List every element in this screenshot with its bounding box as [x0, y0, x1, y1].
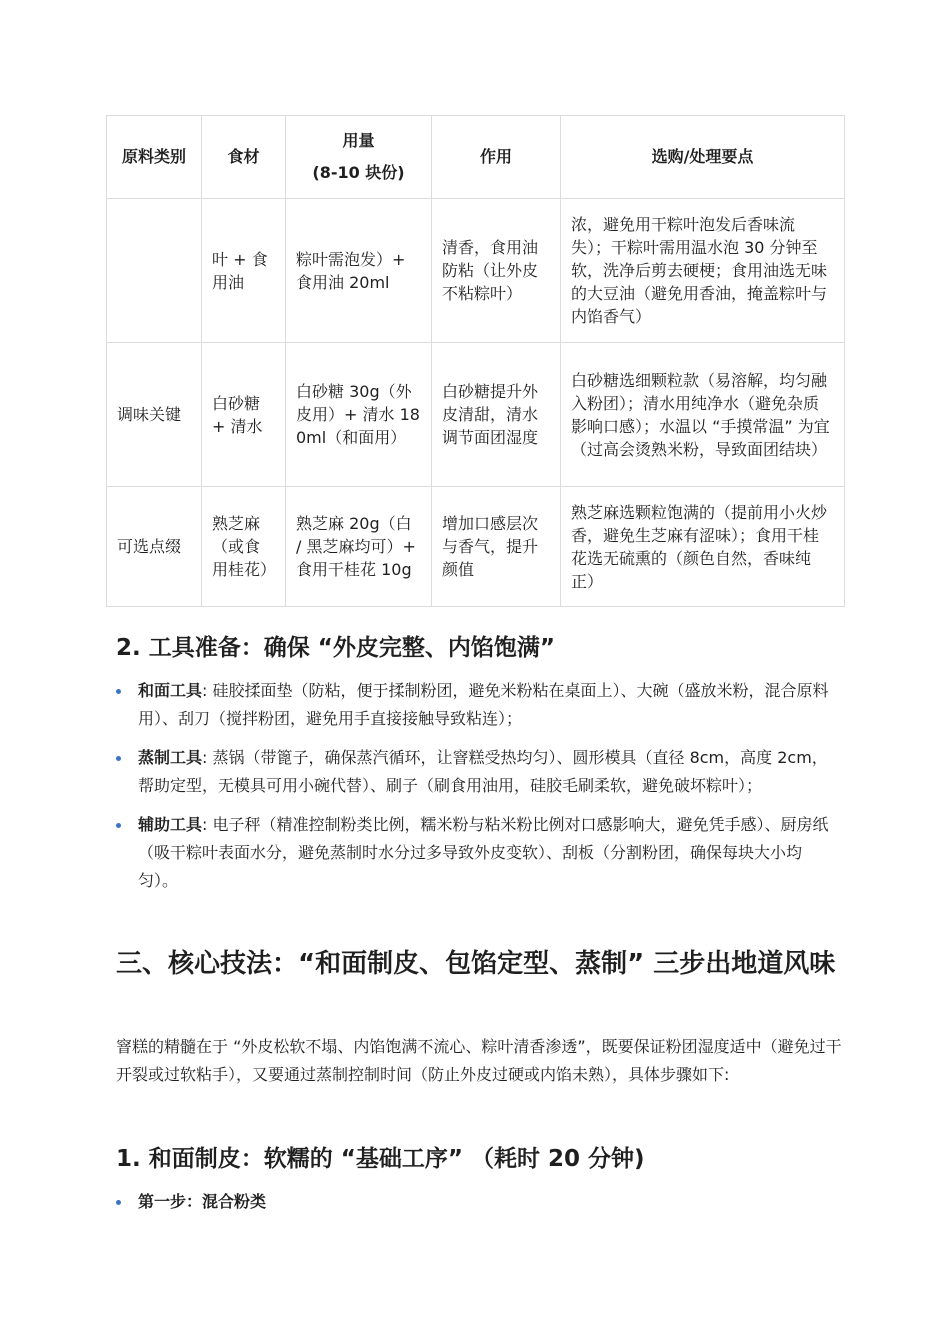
list-item-label: 和面工具	[138, 681, 203, 700]
table-header-row	[107, 116, 845, 199]
list-item-text: : 电子秤（精准控制粉类比例，糯米粉与粘米粉比例对口感影响大，避免凭手感）、厨房纸（吸干粽叶表面水分，避免蒸制时水分过多导致外皮变软）、刮板（分割粉团，确保每块大小均匀）。	[138, 815, 829, 890]
list-item-label: 蒸制工具	[138, 748, 203, 767]
bullet-icon	[116, 1200, 121, 1205]
cell-role: 白砂糖提升外皮清甜，清水调节面团湿度	[432, 343, 561, 487]
cell-amount: 白砂糖 30g（外皮用）+ 清水 180ml（和面用）	[286, 343, 432, 487]
header-role: 作用	[432, 116, 561, 199]
ingredients-table	[106, 115, 845, 607]
list-item-label: 辅助工具	[138, 815, 203, 834]
table-row	[107, 199, 845, 343]
cell-role: 增加口感层次与香气，提升颜值	[432, 487, 561, 607]
cell-ingredient: 熟芝麻（或食用桂花）	[202, 487, 286, 607]
list-item	[116, 744, 838, 800]
header-tips: 选购/处理要点	[561, 116, 845, 199]
header-amount-label: 用量	[342, 131, 375, 150]
cell-role: 清香，食用油防粘（让外皮不粘粽叶）	[432, 199, 561, 343]
list-item	[116, 811, 838, 895]
list-item-label: 第一步：混合粉类	[138, 1192, 267, 1211]
list-item-text: : 蒸锅（带篦子，确保蒸汽循环，让窨糕受热均匀）、圆形模具（直径 8cm，高度 2cm，帮助定型，无模具可用小碗代替）、刷子（刷食用油用，硅胶毛刷柔软，避免破坏粽叶）；	[138, 748, 828, 795]
cell-amount: 粽叶需泡发）+ 食用油 20ml	[286, 199, 432, 343]
list-item	[116, 677, 838, 733]
dough-steps-list	[116, 1188, 838, 1227]
cell-tips: 浓，避免用干粽叶泡发后香味流失）；干粽叶需用温水泡 30 分钟至软，洗净后剪去硬梗；食用油选无味的大豆油（避免用香油，掩盖粽叶与内馅香气）	[561, 199, 845, 343]
list-item	[116, 1188, 838, 1216]
cell-category: 调味关键	[107, 343, 202, 487]
cell-tips: 白砂糖选细颗粒款（易溶解，均匀融入粉团）；清水用纯净水（避免杂质影响口感）；水温以 “手摸常温” 为宜（过高会烫熟米粉，导致面团结块）	[561, 343, 845, 487]
bullet-icon	[116, 756, 121, 761]
tools-list	[116, 677, 838, 906]
header-category: 原料类别	[107, 116, 202, 199]
section-heading-dough: 1. 和面制皮：软糯的 “基础工序” （耗时 20 分钟)	[116, 1146, 645, 1172]
chapter-intro: 窨糕的精髓在于 “外皮松软不塌、内馅饱满不流心、粽叶清香渗透”，既要保证粉团湿度适中（避免过干开裂或过软粘手），又要通过蒸制控制时间（防止外皮过硬或内馅未熟），具体步骤如下:	[116, 1037, 842, 1084]
section-heading-tools: 2. 工具准备：确保 “外皮完整、内馅饱满”	[116, 635, 555, 661]
cell-category: 可选点缀	[107, 487, 202, 607]
header-amount	[286, 116, 432, 199]
header-amount-portion: (8-10 块份)	[312, 163, 405, 182]
cell-category	[107, 199, 202, 343]
chapter-heading-techniques: 三、核心技法：“和面制皮、包馅定型、蒸制” 三步出地道风味	[116, 949, 836, 979]
cell-tips: 熟芝麻选颗粒饱满的（提前用小火炒香，避免生芝麻有涩味）；食用干桂花选无硫熏的（颜色自然，香味纯正）	[561, 487, 845, 607]
bullet-icon	[116, 823, 121, 828]
cell-amount: 熟芝麻 20g（白 / 黑芝麻均可）+ 食用干桂花 10g	[286, 487, 432, 607]
table-row	[107, 487, 845, 607]
header-ingredient: 食材	[202, 116, 286, 199]
list-item-text: : 硅胶揉面垫（防粘，便于揉制粉团，避免米粉粘在桌面上）、大碗（盛放米粉，混合原料用）、刮刀（搅拌粉团，避免用手直接接触导致粘连）；	[138, 681, 829, 728]
cell-ingredient: 白砂糖 + 清水	[202, 343, 286, 487]
bullet-icon	[116, 689, 121, 694]
table-row	[107, 343, 845, 487]
cell-ingredient: 叶 + 食用油	[202, 199, 286, 343]
